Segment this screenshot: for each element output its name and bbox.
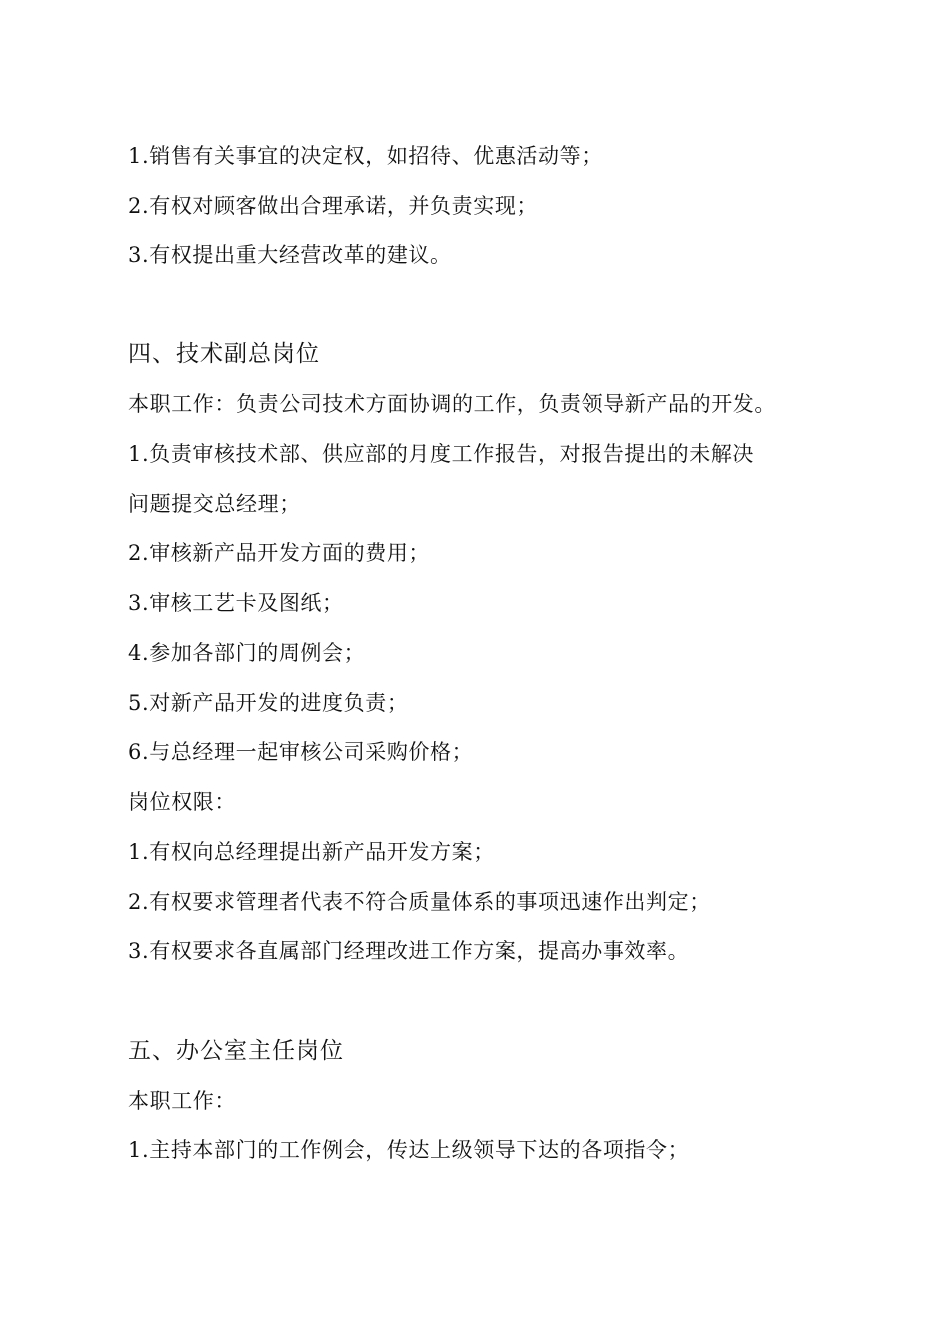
- duty-item-6: 6.与总经理一起审核公司采购价格；: [128, 740, 474, 764]
- duty-item-1: 1.主持本部门的工作例会，传达上级领导下达的各项指令；: [128, 1138, 690, 1162]
- authority-item-2: 2.有权对顾客做出合理承诺，并负责实现；: [128, 194, 539, 218]
- duty-item-3: 3.审核工艺卡及图纸；: [128, 591, 344, 615]
- duty-intro: 本职工作：: [128, 1089, 236, 1113]
- authority-item-1: 1.有权向总经理提出新产品开发方案；: [128, 840, 495, 864]
- authority-item-3: 3.有权提出重大经营改革的建议。: [128, 243, 452, 267]
- duty-intro: 本职工作：负责公司技术方面协调的工作，负责领导新产品的开发。: [128, 392, 776, 416]
- duty-item-5: 5.对新产品开发的进度负责；: [128, 691, 409, 715]
- authority-item-2: 2.有权要求管理者代表不符合质量体系的事项迅速作出判定；: [128, 890, 711, 914]
- duty-item-1: 1.负责审核技术部、供应部的月度工作报告，对报告提出的未解决: [128, 442, 755, 466]
- section-heading-tech-vp: 四、技术副总岗位: [128, 341, 320, 367]
- duty-item-2: 2.审核新产品开发方面的费用；: [128, 541, 431, 565]
- authority-item-3: 3.有权要求各直属部门经理改进工作方案，提高办事效率。: [128, 939, 690, 963]
- duty-item-4: 4.参加各部门的周例会；: [128, 641, 366, 665]
- authority-item-1: 1.销售有关事宜的决定权，如招待、优惠活动等；: [128, 144, 603, 168]
- authority-label: 岗位权限：: [128, 790, 236, 814]
- section-heading-office-director: 五、办公室主任岗位: [128, 1038, 344, 1064]
- duty-item-1-continued: 问题提交总经理；: [128, 492, 301, 516]
